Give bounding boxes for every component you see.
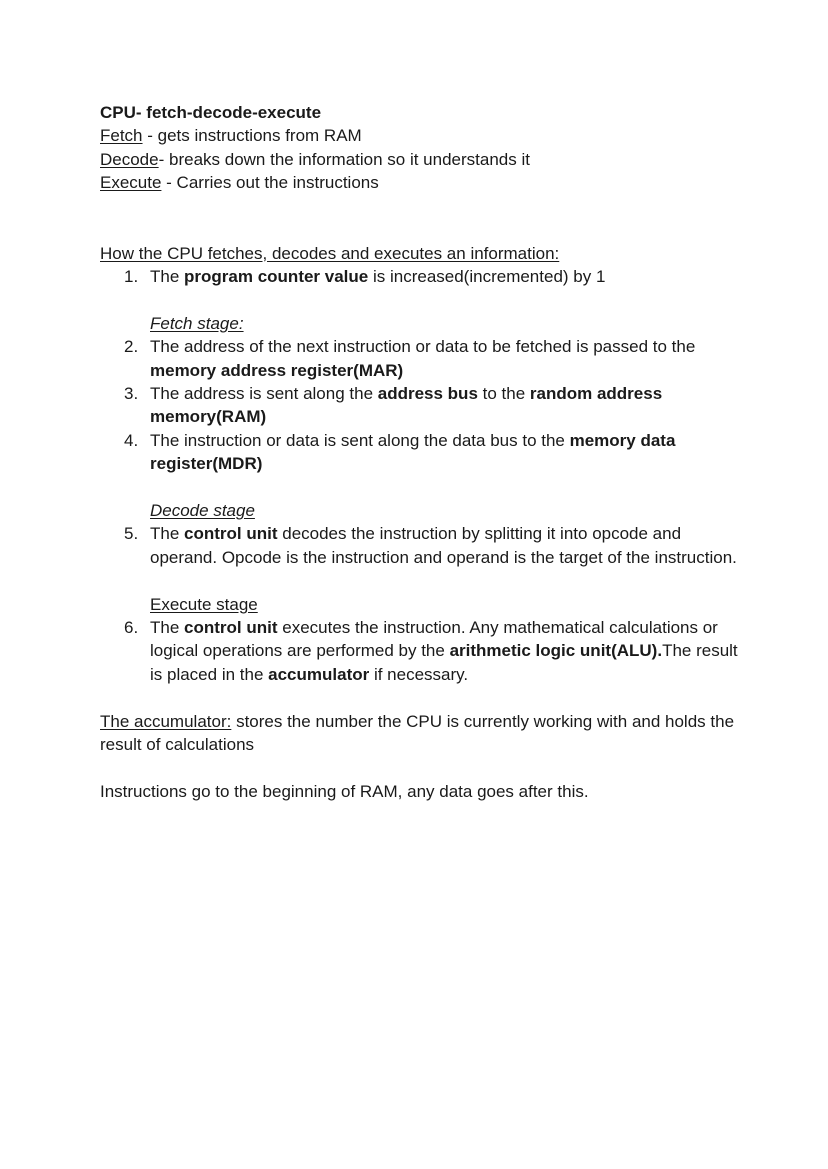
- term-mar: memory address register(MAR): [150, 360, 404, 380]
- execute-stage-label: Execute stage: [150, 594, 258, 614]
- page-title: CPU- fetch-decode-execute: [100, 103, 322, 122]
- definition-decode: [100, 148, 740, 171]
- definition-execute-text: - Carries out the instructions: [161, 173, 379, 193]
- list-item-6: 6. The control unit executes the instruction. Any mathematical calculations or logical operations are performed by the arithmetic logic unit(ALU).The result is placed in the accumulator if necessary.: [124, 618, 738, 684]
- list-number: 2.: [124, 337, 139, 357]
- list-item-3: 3. The address is sent along the address bus to the random address memory(RAM): [124, 384, 663, 427]
- list-number: 1.: [124, 267, 139, 287]
- list-number: 3.: [124, 384, 139, 404]
- list-number: 5.: [124, 524, 139, 544]
- term-ram: random address memory(RAM): [150, 384, 663, 427]
- definition-execute: [100, 171, 740, 194]
- term-mdr: memory data register(MDR): [150, 430, 676, 474]
- list-number: 6.: [124, 618, 139, 638]
- term-accumulator: accumulator: [268, 664, 370, 684]
- steps-list: [100, 265, 740, 686]
- term-fetch: Fetch: [100, 126, 143, 146]
- definition-fetch-text: - gets instructions from RAM: [142, 126, 362, 146]
- section-heading: How the CPU fetches, decodes and executes an information:: [100, 243, 560, 263]
- term-execute: Execute: [100, 173, 162, 193]
- term-program-counter: program counter value: [184, 267, 369, 287]
- term-decode: Decode: [100, 149, 159, 169]
- document-page: [100, 101, 740, 803]
- list-number: 4.: [124, 430, 139, 450]
- list-item-1: 1. The program counter value is increased(incremented) by 1: [100, 265, 740, 288]
- list-item-2: 2. The address of the next instruction or data to be fetched is passed to the memory address register(MAR): [124, 337, 696, 380]
- definition-decode-text: - breaks down the information so it understands it: [158, 149, 530, 169]
- term-alu: arithmetic logic unit(ALU).: [449, 641, 663, 661]
- term-address-bus: address bus: [377, 384, 478, 404]
- decode-stage-label: Decode stage: [150, 501, 255, 521]
- fetch-stage-label: Fetch stage:: [150, 313, 244, 333]
- final-note: Instructions go to the beginning of RAM, any data goes after this.: [100, 781, 589, 801]
- list-item-5: 5. The control unit decodes the instruction by splitting it into opcode and operand. Opcode is the instruction and operand is the target of the instruction.: [124, 524, 737, 567]
- term-control-unit: control unit: [184, 524, 278, 544]
- definition-fetch: [100, 124, 740, 147]
- accumulator-definition: The accumulator: stores the number the CPU is currently working with and holds the result of calculations: [100, 711, 735, 755]
- list-item-4: 4. The instruction or data is sent along the data bus to the memory data register(MDR): [124, 430, 676, 474]
- term-accumulator-heading: The accumulator:: [100, 711, 232, 731]
- term-control-unit: control unit: [184, 618, 278, 638]
